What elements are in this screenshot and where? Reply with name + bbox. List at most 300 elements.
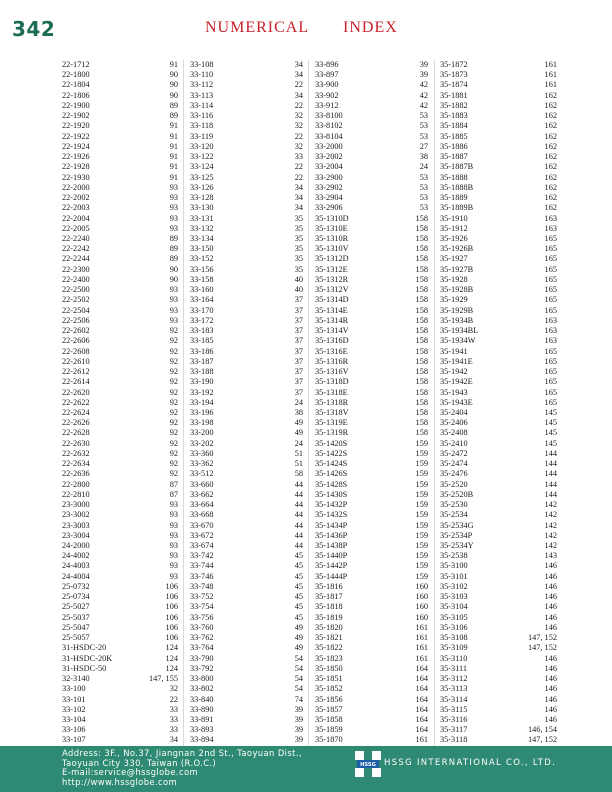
page-reference: 146, 154 [527,725,557,735]
part-number: 35-1943E [440,397,473,407]
page-reference: 34 [294,203,303,213]
page-reference: 159 [415,479,428,489]
part-number: 35-1928 [440,274,468,284]
part-number: 35-1941E [440,356,473,366]
index-entry [190,80,303,90]
part-number: 31-HSDC-20K [62,653,113,663]
index-entry [315,214,428,224]
page-reference: 35 [294,223,303,233]
page-reference: 35 [294,233,303,243]
page-reference: 51 [294,448,303,458]
index-entry [315,572,428,582]
page-reference: 145 [544,407,557,417]
part-number: 22-2502 [62,295,90,305]
page-reference: 162 [544,111,557,121]
part-number: 22-1926 [62,152,90,162]
part-number: 23-3002 [62,510,90,520]
page-reference: 32 [294,121,303,131]
index-entry [315,91,428,101]
part-number: 33-131 [190,213,214,223]
page-reference: 92 [169,428,178,438]
page-reference: 147, 155 [148,674,178,684]
part-number: 33-912 [315,100,339,110]
part-number: 22-1930 [62,172,90,182]
part-number: 35-1318D [315,377,349,387]
part-number: 35-1888B [440,182,474,192]
page-reference: 165 [544,274,557,284]
page-reference: 74 [294,694,303,704]
part-number: 22-2244 [62,254,90,264]
index-entry [315,561,428,571]
page-reference: 161 [415,633,428,643]
part-number: 35-1934BL [440,326,479,336]
index-entry [440,715,557,725]
index-entry [190,428,303,438]
part-number: 35-2520 [440,479,468,489]
index-entry [440,623,557,633]
index-entry [315,306,428,316]
index-entry [315,398,428,408]
index-entry [315,623,428,633]
page-reference: 164 [415,663,428,673]
part-number: 35-1316E [315,346,348,356]
part-number: 22-2622 [62,397,90,407]
page-reference: 22 [169,694,178,704]
page-reference: 158 [415,387,428,397]
page-reference: 158 [415,336,428,346]
page-reference: 142 [544,500,557,510]
part-number: 35-3109 [440,643,468,653]
page-reference: 49 [294,428,303,438]
part-number: 33-362 [190,459,214,469]
page-reference: 165 [544,367,557,377]
page-reference: 54 [294,663,303,673]
page-reference: 93 [169,541,178,551]
page-reference: 145 [544,418,557,428]
part-number: 33-107 [62,735,86,745]
index-entry [440,203,557,213]
part-number: 35-1310R [315,233,349,243]
index-entry [190,265,303,275]
part-number: 22-2626 [62,418,90,428]
page-reference: 87 [169,489,178,499]
index-entry [440,377,557,387]
page-reference: 27 [419,141,428,151]
part-number: 35-1821 [315,633,343,643]
website-link[interactable]: http://www.hssglobe.com [62,776,178,787]
part-number: 33-756 [190,612,214,622]
page-reference: 44 [294,479,303,489]
index-entry [62,735,178,745]
index-entry [62,336,178,346]
page-reference: 34 [169,735,178,745]
page-reference: 106 [165,581,178,591]
page-reference: 165 [544,285,557,295]
index-entry [62,592,178,602]
index-entry [62,60,178,70]
part-number: 33-190 [190,377,214,387]
page-reference: 93 [169,305,178,315]
page-reference: 142 [544,520,557,530]
index-entry [440,275,557,285]
part-number: 33-196 [190,407,214,417]
index-column-2 [190,60,303,746]
page-reference: 124 [165,663,178,673]
part-number: 22-1928 [62,162,90,172]
part-number: 22-1804 [62,80,90,90]
page-reference: 146 [544,581,557,591]
index-entry [62,203,178,213]
part-number: 33-122 [190,152,214,162]
part-number: 35-1886 [440,141,468,151]
index-entry [190,654,303,664]
page-reference: 93 [169,571,178,581]
part-number: 33-512 [190,469,214,479]
index-entry [62,643,178,653]
page-reference: 163 [544,326,557,336]
part-number: 35-1852 [315,684,343,694]
page-reference: 35 [294,244,303,254]
index-entry [190,162,303,172]
part-number: 35-3102 [440,581,468,591]
page-reference: 39 [294,735,303,745]
part-number: 35-1817 [315,592,343,602]
part-number: 33-114 [190,100,214,110]
page-reference: 161 [415,735,428,745]
part-number: 33-360 [190,448,214,458]
page-reference: 164 [415,704,428,714]
page-reference: 34 [294,193,303,203]
index-entry [440,408,557,418]
page-reference: 146 [544,612,557,622]
part-number: 33-664 [190,500,214,510]
index-entry [440,613,557,623]
part-number: 35-1438P [315,541,348,551]
page-reference: 159 [415,500,428,510]
page-reference: 146 [544,561,557,571]
part-number: 33-128 [190,193,214,203]
page-reference: 159 [415,571,428,581]
index-entry [190,357,303,367]
index-entry [315,531,428,541]
index-entry [440,70,557,80]
part-number: 35-1885 [440,131,468,141]
part-number: 35-1819 [315,612,343,622]
part-number: 35-1874 [440,80,468,90]
index-entry [190,234,303,244]
index-entry [62,214,178,224]
page-reference: 39 [294,704,303,714]
index-entry [440,633,557,643]
index-entry [315,367,428,377]
index-entry [190,664,303,674]
index-entry [190,735,303,745]
page-reference: 90 [169,80,178,90]
page-reference: 162 [544,162,557,172]
page-reference: 106 [165,612,178,622]
part-number: 35-1872 [440,60,468,69]
page-reference: 158 [415,223,428,233]
part-number: 35-1934W [440,336,476,346]
part-number: 33-668 [190,510,214,520]
index-entry [62,695,178,705]
page-reference: 53 [419,182,428,192]
index-entry [62,674,178,684]
part-number: 33-187 [190,356,214,366]
page-reference: 147, 152 [527,643,557,653]
part-number: 33-896 [315,60,339,69]
page-reference: 158 [415,305,428,315]
title-index: INDEX [343,19,398,36]
index-entry [190,326,303,336]
part-number: 35-1319R [315,428,349,438]
part-number: 35-1310E [315,223,348,233]
part-number: 33-760 [190,622,214,632]
part-number: 33-156 [190,264,214,274]
part-number: 35-1928B [440,285,474,295]
page-reference: 147, 152 [527,633,557,643]
part-number: 35-1822 [315,643,343,653]
part-number: 24-4003 [62,561,90,571]
page-reference: 92 [169,346,178,356]
page-reference: 93 [169,295,178,305]
index-entry [62,173,178,183]
index-entry [190,684,303,694]
part-number: 22-2620 [62,387,90,397]
address-line-2: Taoyuan City 330, Taiwan (R.O.C.) [62,757,217,768]
part-number: 33-188 [190,367,214,377]
page-reference: 45 [294,581,303,591]
part-number: 22-2628 [62,428,90,438]
page-reference: 106 [165,633,178,643]
part-number: 33-2904 [315,193,343,203]
index-entry [315,684,428,694]
index-entry [315,336,428,346]
part-number: 33-164 [190,295,214,305]
part-number: 22-1920 [62,121,90,131]
part-number: 33-2002 [315,152,343,162]
page-reference: 158 [415,295,428,305]
index-entry [315,725,428,735]
index-entry [315,613,428,623]
page-reference: 34 [294,60,303,69]
page-reference: 91 [169,141,178,151]
index-entry [190,214,303,224]
part-number: 33-674 [190,541,214,551]
index-entry [440,643,557,653]
index-entry [440,500,557,510]
index-entry [62,111,178,121]
index-entry [190,193,303,203]
index-entry [62,80,178,90]
index-entry [190,142,303,152]
index-entry [190,203,303,213]
index-entry [62,183,178,193]
part-number: 33-840 [190,694,214,704]
part-number: 35-1442P [315,561,348,571]
index-entry [315,254,428,264]
index-entry [440,152,557,162]
index-entry [440,347,557,357]
part-number: 33-108 [190,60,214,69]
index-entry [190,623,303,633]
index-entry [62,633,178,643]
part-number: 25-5047 [62,622,90,632]
page-reference: 89 [169,100,178,110]
index-entry [190,152,303,162]
index-entry [62,664,178,674]
part-number: 35-2472 [440,448,468,458]
page-reference: 49 [294,418,303,428]
index-entry [190,695,303,705]
page-reference: 91 [169,172,178,182]
part-number: 35-1910 [440,213,468,223]
part-number: 35-1312E [315,264,348,274]
page-reference: 158 [415,367,428,377]
index-entry [315,592,428,602]
part-number: 22-1806 [62,90,90,100]
index-entry [440,439,557,449]
index-entry [62,510,178,520]
page-reference: 89 [169,254,178,264]
index-entry [440,705,557,715]
page-reference: 165 [544,254,557,264]
part-number: 33-104 [62,715,86,724]
page-reference: 158 [415,356,428,366]
page-reference: 92 [169,326,178,336]
part-number: 35-3117 [440,725,468,735]
part-number: 35-2408 [440,428,468,438]
page-reference: 33 [169,704,178,714]
index-entry [440,91,557,101]
index-entry [440,295,557,305]
index-entry [315,705,428,715]
column-divider [308,60,309,746]
page-reference: 45 [294,571,303,581]
page-reference: 93 [169,285,178,295]
index-entry [440,193,557,203]
page-reference: 106 [165,592,178,602]
part-number: 35-2476 [440,469,468,479]
index-entry [315,357,428,367]
part-number: 22-2630 [62,438,90,448]
page-reference: 159 [415,510,428,520]
index-entry [440,121,557,131]
part-number: 22-2602 [62,326,90,336]
index-entry [315,439,428,449]
part-number: 35-1942 [440,367,468,377]
part-number: 35-1316D [315,336,349,346]
index-entry [62,152,178,162]
page-reference: 37 [294,346,303,356]
index-entry [62,521,178,531]
index-entry [440,531,557,541]
part-number: 32-3140 [62,674,90,684]
index-entry [315,265,428,275]
page-reference: 145 [544,428,557,438]
page-reference: 91 [169,60,178,69]
index-entry [315,469,428,479]
page-reference: 44 [294,520,303,530]
index-entry [190,633,303,643]
part-number: 22-2500 [62,285,90,295]
part-number: 35-1816 [315,581,343,591]
part-number: 33-890 [190,704,214,714]
page-reference: 92 [169,356,178,366]
part-number: 35-1941 [440,346,468,356]
part-number: 33-2906 [315,203,343,213]
page-reference: 49 [294,633,303,643]
page-reference: 145 [544,438,557,448]
index-entry [62,306,178,316]
page-reference: 93 [169,561,178,571]
index-entry [190,244,303,254]
index-entry [440,60,557,70]
page-reference: 159 [415,541,428,551]
index-entry [190,602,303,612]
page-reference: 93 [169,223,178,233]
part-number: 35-1856 [315,694,343,704]
page-reference: 92 [169,336,178,346]
page-reference: 54 [294,653,303,663]
part-number: 35-1310V [315,244,349,254]
email-link[interactable]: E-mail:service@hssglobe.com [62,767,199,778]
part-number: 35-3115 [440,704,468,714]
index-entry [62,725,178,735]
index-entry [62,132,178,142]
part-number: 22-2003 [62,203,90,213]
page-reference: 93 [169,510,178,520]
part-number: 33-106 [62,725,86,735]
part-number: 35-1850 [315,663,343,673]
page-reference: 144 [544,448,557,458]
index-entry [62,162,178,172]
page-reference: 124 [165,643,178,653]
index-entry [62,254,178,264]
index-entry [315,480,428,490]
index-entry [440,592,557,602]
index-entry [62,480,178,490]
page-reference: 45 [294,551,303,561]
index-entry [315,664,428,674]
index-entry [315,203,428,213]
page-reference: 37 [294,315,303,325]
part-number: 35-1426S [315,469,348,479]
index-entry [62,449,178,459]
index-entry [440,541,557,551]
page-reference: 92 [169,387,178,397]
part-number: 35-3118 [440,735,468,745]
index-entry [315,388,428,398]
page-reference: 33 [169,715,178,724]
part-number: 22-2240 [62,233,90,243]
part-number: 35-2404 [440,407,468,417]
part-number: 22-2800 [62,479,90,489]
page-reference: 44 [294,530,303,540]
page-reference: 159 [415,438,428,448]
index-entry [315,408,428,418]
part-number: 35-3105 [440,612,468,622]
index-entry [440,582,557,592]
index-entry [62,408,178,418]
page-reference: 39 [294,715,303,724]
index-entry [440,306,557,316]
index-entry [190,306,303,316]
page-reference: 45 [294,561,303,571]
index-entry [62,70,178,80]
part-number: 35-3104 [440,602,468,612]
index-entry [315,193,428,203]
